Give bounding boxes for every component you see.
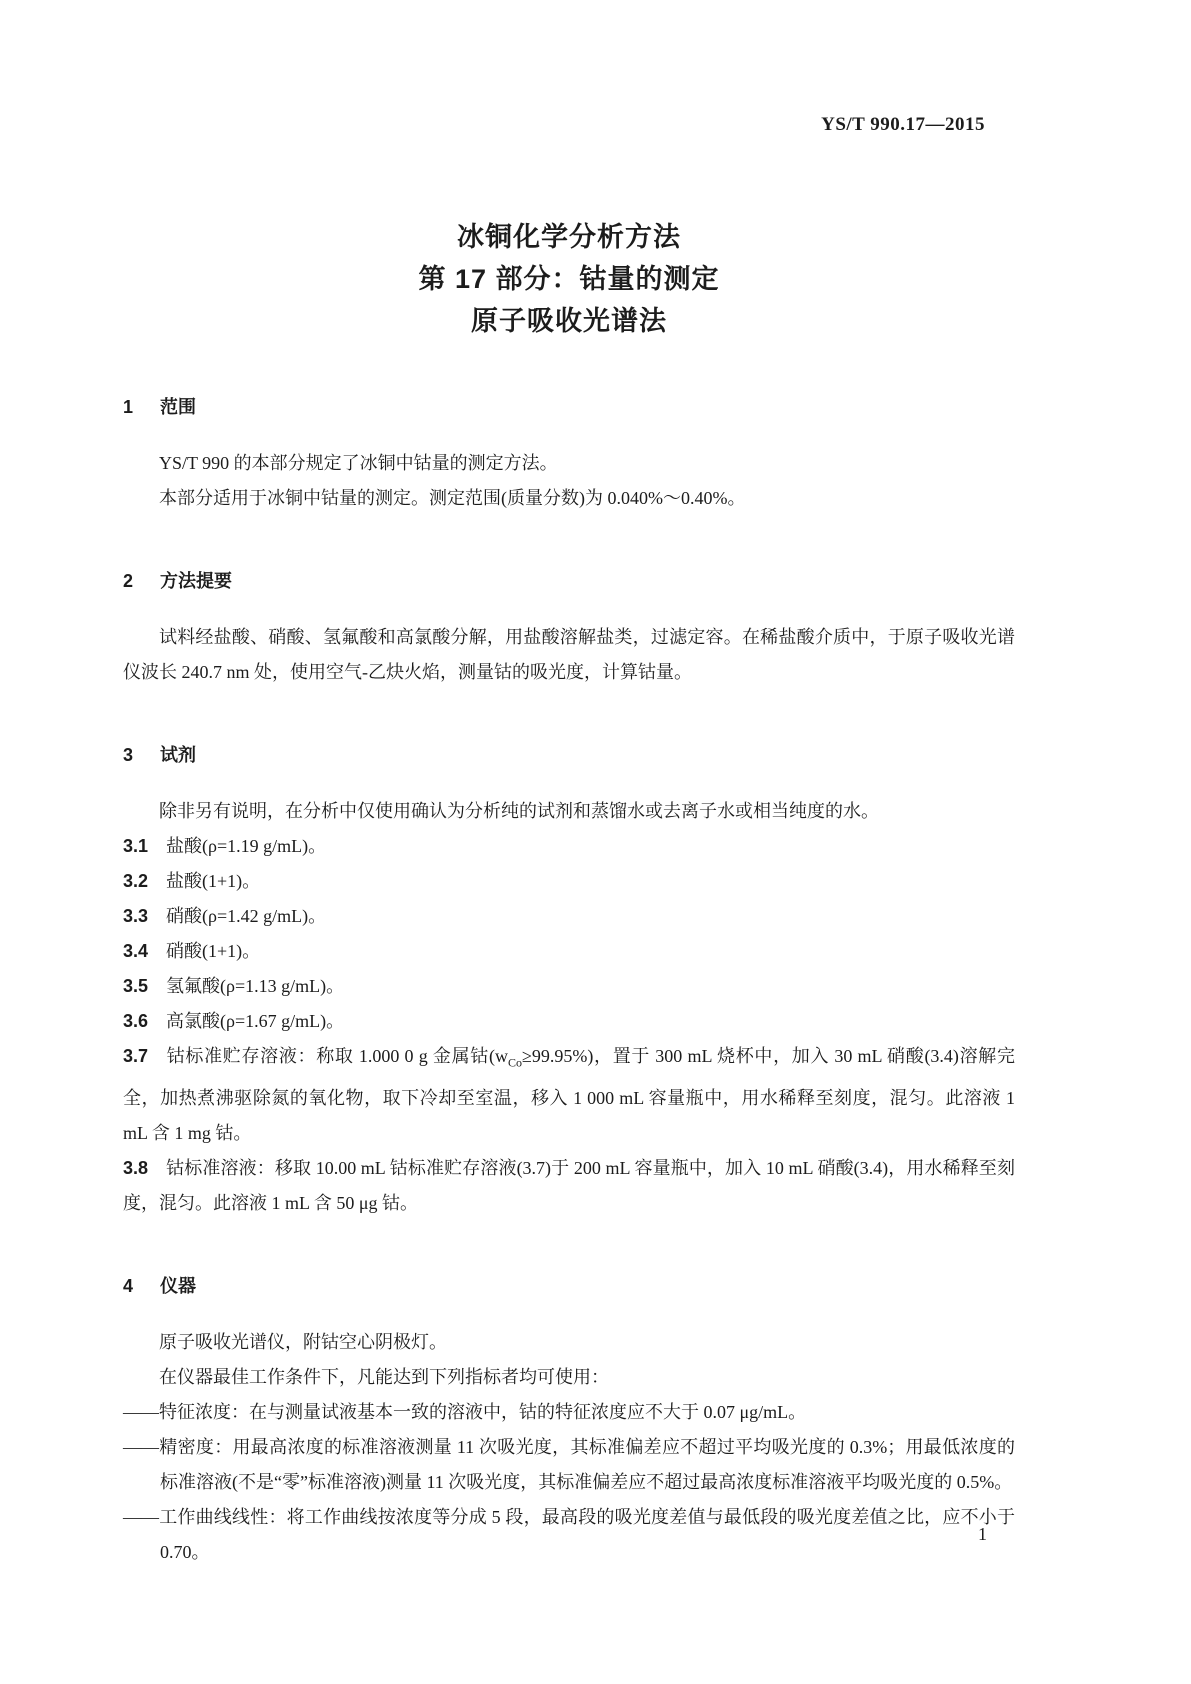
section-3-title: 试剂 bbox=[160, 745, 197, 765]
dash-marker: —— bbox=[123, 1506, 159, 1527]
section-4-heading bbox=[123, 1273, 1015, 1299]
clause-text bbox=[123, 1046, 1015, 1143]
title-line-2: 第 17 部分：钴量的测定 bbox=[418, 264, 720, 294]
dash-marker: —— bbox=[123, 1436, 159, 1457]
dash-marker: —— bbox=[123, 1401, 159, 1422]
section-1-paragraph-2: 本部分适用于冰铜中钴量的测定。测定范围(质量分数)为 0.040%～0.40%。 bbox=[159, 488, 746, 508]
section-3-heading bbox=[123, 742, 1015, 768]
clause-text: 高氯酸(ρ=1.67 g/mL)。 bbox=[166, 1011, 345, 1031]
section-1-title: 范围 bbox=[160, 397, 197, 417]
clause-text: 钴标准溶液：移取 10.00 mL 钴标准贮存溶液(3.7)于 200 mL 容量瓶中，加入 10 mL 硝酸(3.4)，用水稀释至刻度，混匀。此溶液 1 mL 含 50 μg 钴。 bbox=[123, 1157, 1015, 1213]
clause-text: 盐酸(1+1)。 bbox=[166, 871, 261, 891]
clause-number: 3.8 bbox=[123, 1157, 149, 1178]
section-4-paragraph-1: 原子吸收光谱仪，附钴空心阴极灯。 bbox=[159, 1331, 447, 1352]
standard-number: YS/T 990.17—2015 bbox=[821, 114, 985, 135]
title-line-1: 冰铜化学分析方法 bbox=[457, 222, 681, 252]
clause-text: 硝酸(1+1)。 bbox=[166, 941, 261, 961]
title-line-3: 原子吸收光谱法 bbox=[471, 306, 667, 336]
clause-3-1 bbox=[123, 829, 1015, 864]
requirement-text: 精密度：用最高浓度的标准溶液测量 11 次吸光度，其标准偏差应不超过平均吸光度的 0.3%；用最低浓度的标准溶液(不是“零”标准溶液)测量 11 次吸光度，其标准偏差应不超过最高浓度标准溶液平均吸光度的 0.5%。 bbox=[159, 1436, 1015, 1492]
clause-number: 3.5 bbox=[123, 976, 149, 996]
section-2-paragraph-1: 试料经盐酸、硝酸、氢氟酸和高氯酸分解，用盐酸溶解盐类，过滤定容。在稀盐酸介质中，于原子吸收光谱仪波长 240.7 nm 处，使用空气-乙炔火焰，测量钴的吸光度，计算钴量。 bbox=[123, 627, 1015, 682]
clause-text: 氢氟酸(ρ=1.13 g/mL)。 bbox=[166, 976, 345, 996]
requirement-text: 特征浓度：在与测量试液基本一致的溶液中，钴的特征浓度应不大于 0.07 μg/mL。 bbox=[159, 1401, 807, 1422]
section-1-number: 1 bbox=[123, 397, 134, 417]
clause-text-pre: 钴标准贮存溶液：称取 1.000 0 g 金属钴(w bbox=[166, 1046, 508, 1066]
section-3-intro: 除非另有说明，在分析中仅使用确认为分析纯的试剂和蒸馏水或去离子水或相当纯度的水。 bbox=[159, 801, 879, 821]
section-2-title: 方法提要 bbox=[160, 571, 233, 591]
clause-number: 3.2 bbox=[123, 871, 149, 891]
subscript-co: Co bbox=[507, 1055, 522, 1070]
requirement-text: 工作曲线线性：将工作曲线按浓度等分成 5 段，最高段的吸光度差值与最低段的吸光度差值之比，应不小于 0.70。 bbox=[159, 1506, 1015, 1562]
section-4-paragraph-2: 在仪器最佳工作条件下，凡能达到下列指标者均可使用： bbox=[159, 1366, 609, 1387]
clause-3-6 bbox=[123, 1004, 1015, 1039]
clause-3-4 bbox=[123, 934, 1015, 969]
clause-number: 3.3 bbox=[123, 906, 149, 926]
section-4-title: 仪器 bbox=[160, 1275, 197, 1296]
clause-number: 3.7 bbox=[123, 1046, 149, 1066]
section-4-number: 4 bbox=[123, 1275, 134, 1296]
clause-3-7 bbox=[123, 1039, 1015, 1151]
clause-text: 硝酸(ρ=1.42 g/mL)。 bbox=[166, 906, 327, 926]
clause-number: 3.6 bbox=[123, 1011, 149, 1031]
section-3-number: 3 bbox=[123, 745, 134, 765]
document-title-block bbox=[123, 216, 1015, 342]
requirement-item-2 bbox=[123, 1430, 1015, 1500]
page-number: 1 bbox=[978, 1524, 987, 1544]
section-1-paragraph-1: YS/T 990 的本部分规定了冰铜中钴量的测定方法。 bbox=[159, 453, 558, 473]
clause-text: 盐酸(ρ=1.19 g/mL)。 bbox=[166, 836, 327, 856]
document-content bbox=[123, 0, 1015, 1570]
clause-text-post: ≥99.95%)，置于 300 mL 烧杯中，加入 30 mL 硝酸(3.4)溶解完全，加热煮沸驱除氮的氧化物，取下冷却至室温，移入 1 000 mL 容量瓶中，用水稀释至刻度，混匀。此溶液 1 mL 含 1 mg 钴。 bbox=[123, 1046, 1015, 1143]
section-1-heading bbox=[123, 394, 1015, 420]
section-2-number: 2 bbox=[123, 571, 134, 591]
clause-3-3 bbox=[123, 899, 1015, 934]
clause-3-2 bbox=[123, 864, 1015, 899]
section-2-heading bbox=[123, 568, 1015, 594]
clause-number: 3.4 bbox=[123, 941, 149, 961]
requirement-item-3 bbox=[123, 1500, 1015, 1570]
clause-3-5 bbox=[123, 969, 1015, 1004]
clause-3-8 bbox=[123, 1151, 1015, 1221]
clause-number: 3.1 bbox=[123, 836, 149, 856]
requirement-item-1 bbox=[123, 1395, 1015, 1430]
